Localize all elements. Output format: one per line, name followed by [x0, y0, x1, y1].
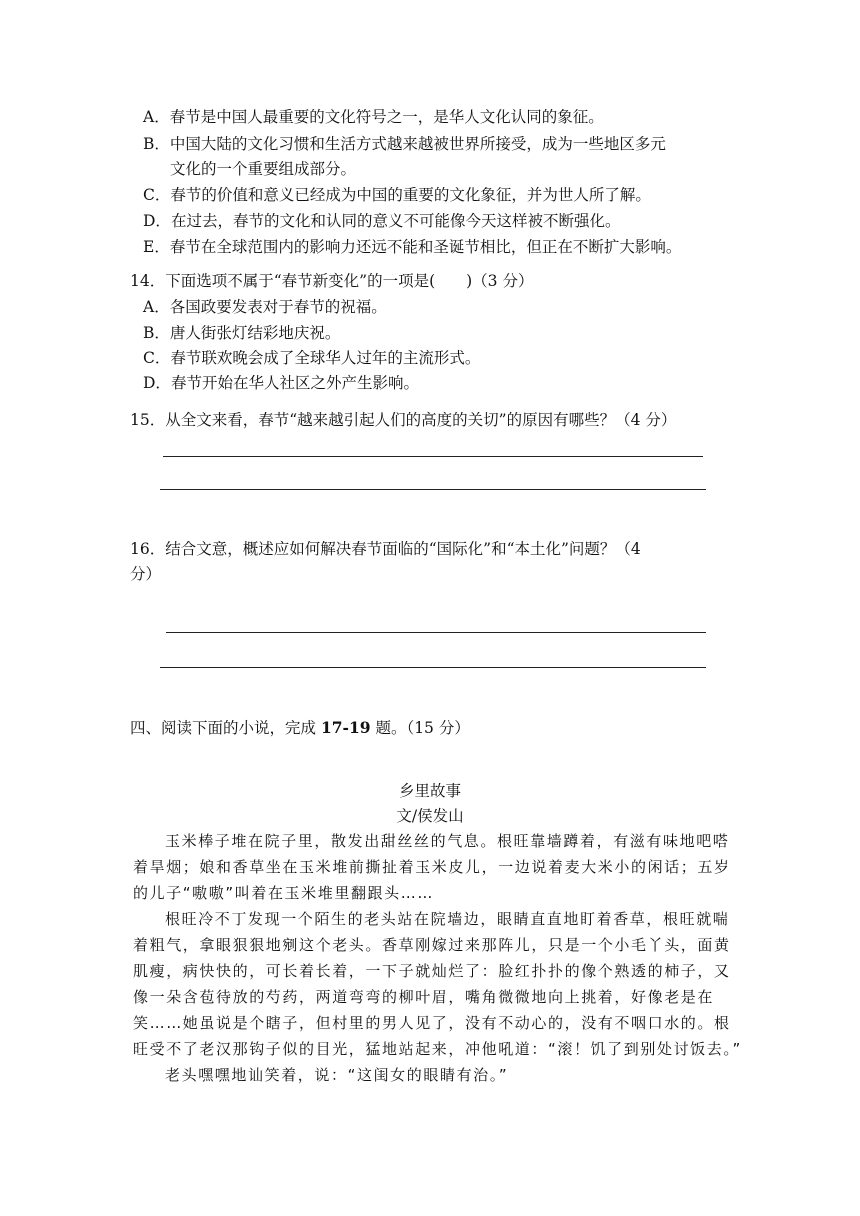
q14-option-a — [143, 296, 387, 318]
answer-line — [160, 489, 706, 490]
story-author: 文/侯发山 — [396, 807, 464, 825]
option-label: C． — [143, 186, 171, 204]
option-text: 春节联欢晚会成了全球华人过年的主流形式。 — [170, 349, 481, 367]
section-heading-suffix: 题。（15 分） — [370, 719, 470, 737]
answer-line — [163, 456, 703, 457]
story-paragraph: 玉米棒子堆在院子里，散发出甜丝丝的气息。根旺靠墙蹲着，有滋有味地吧嗒着旱烟；娘和香草坐在玉米堆前撕扯着玉米皮儿，一边说着麦大米小的闲话；五岁的儿子“嗷嗷”叫着在玉米堆里翻跟头…… — [133, 832, 731, 902]
option-label: D． — [143, 374, 171, 392]
q13-option-b — [143, 133, 666, 155]
q13-option-d — [143, 210, 620, 232]
option-label: B． — [143, 135, 170, 153]
option-label: D． — [143, 212, 171, 230]
q13-option-a — [143, 106, 604, 128]
option-text: 唐人街张灯结彩地庆祝。 — [169, 324, 341, 342]
option-text: 春节的价值和意义已经成为中国的重要的文化象征，并为世人所了解。 — [170, 186, 651, 204]
story-title: 乡里故事 — [398, 782, 461, 800]
answer-line — [160, 667, 706, 668]
option-text: 各国政要发表对于春节的祝福。 — [169, 298, 387, 316]
story-body — [133, 828, 745, 1088]
option-text: 春节是中国人最重要的文化符号之一，是华人文化认同的象征。 — [169, 108, 604, 126]
option-text: 在过去，春节的文化和认同的意义不可能像今天这样被不断强化。 — [170, 212, 621, 230]
story-paragraph: 根旺冷不丁发现一个陌生的老头站在院墙边，眼睛直直地盯着香草，根旺就喘着粗气，拿眼狠狠地剜这个老头。香草刚嫁过来那阵儿，只是一个小毛丫头，面黄肌瘦，病快快的，可长着长着，一下子就灿烂了：脸红扑扑的像个熟透的柿子，又像一朵含苞待放的芍药，两道弯弯的柳叶眉，嘴角微微地向上挑着，好像老是在笑……她虽说是个瞎子，但村里的男人见了，没有不动心的，没有不咽口水的。根旺受不了老汉那钩子似的目光，猛地站起来，冲他吼道：“滚！饥了到别处讨饭去。” — [133, 910, 742, 1058]
story-paragraph: 老头嘿嘿地讪笑着，说：“这闺女的眼睛有治。” — [165, 1066, 509, 1084]
option-label: E． — [143, 238, 170, 256]
section-heading-prefix: 四、阅读下面的小说，完成 — [130, 719, 321, 737]
q16-stem-line1: 16．结合文意，概述应如何解决春节面临的“国际化”和“本土化”问题？（4 — [130, 540, 641, 558]
q13-option-e — [143, 236, 681, 258]
option-label: A． — [143, 108, 170, 126]
q14-option-b — [143, 322, 340, 344]
option-text: 春节开始在华人社区之外产生影响。 — [170, 374, 419, 392]
option-label: C． — [143, 349, 171, 367]
q16-stem-line2: 分） — [130, 565, 162, 583]
section-heading — [130, 717, 470, 739]
q14-stem: 14．下面选项不属于“春节新变化”的一项是( )（3 分） — [130, 272, 534, 290]
q15-stem: 15．从全文来看，春节“越来越引起人们的高度的关切”的原因有哪些？（4 分） — [130, 411, 677, 429]
q14-option-d — [143, 372, 419, 394]
section-heading-range: 17-19 — [320, 718, 371, 737]
answer-line — [166, 632, 706, 633]
option-text: 中国大陆的文化习惯和生活方式越来越被世界所接受，成为一些地区多元 — [169, 135, 666, 153]
option-text: 春节在全球范围内的影响力还远不能和圣诞节相比，但正在不断扩大影响。 — [169, 238, 682, 256]
option-label: A． — [143, 298, 170, 316]
option-label: B． — [143, 324, 170, 342]
q14-option-c — [143, 347, 480, 369]
q13-option-b-continuation: 文化的一个重要组成部分。 — [170, 160, 357, 178]
q13-option-c — [143, 184, 651, 206]
